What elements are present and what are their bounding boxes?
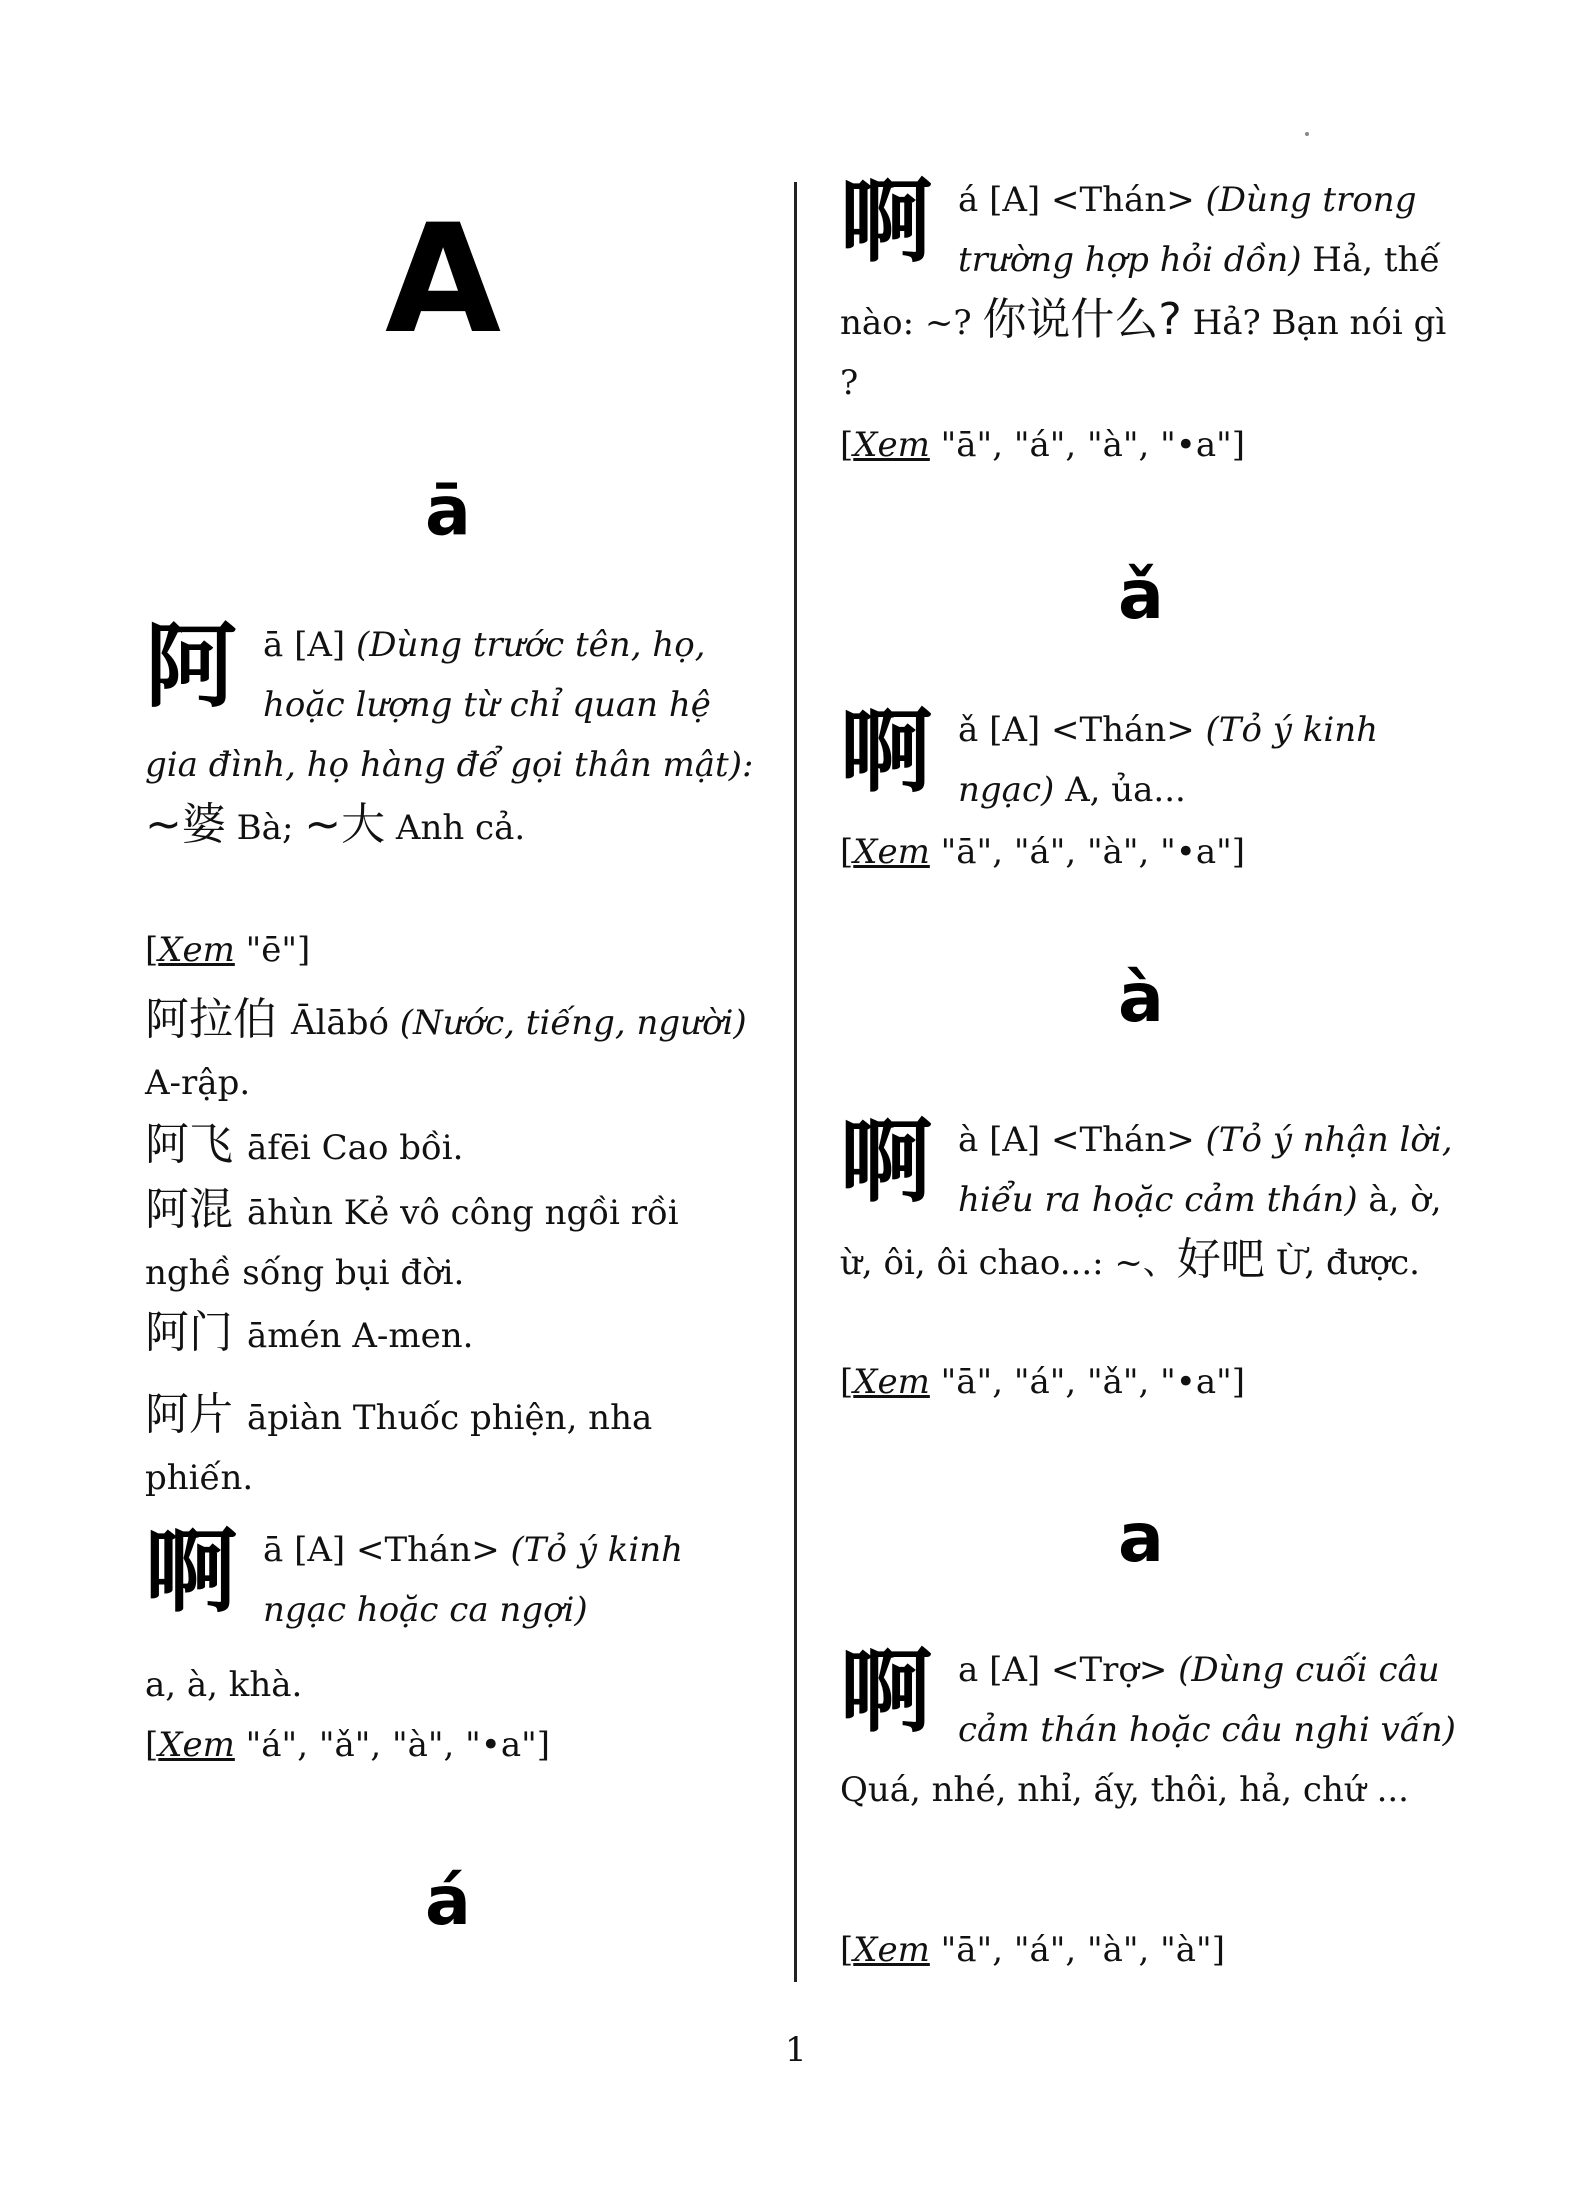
column-divider [794, 182, 797, 1982]
entry-gloss: (Dùng cuối câu cảm thán hoặc câu nghi vấn) [958, 1650, 1456, 1750]
entry-gloss: (Tỏ ý nhận lời, hiểu ra hoặc cảm thán) [958, 1120, 1453, 1220]
compound-entry: 阿片 āpiàn Thuốc phiện, nha phiến. [145, 1389, 653, 1498]
cross-reference: [Xem "ā", "á", "à", "•a"] [840, 425, 1246, 465]
entry-a4-ah: 啊à [A] <Thán> (Tỏ ý nhận lời, hiểu ra hoặc cảm thán) à, ờ, ừ, ôi, ôi chao...: ~、好吧 Ừ, được. [840, 1108, 1453, 1285]
section-heading-a3: ǎ [1118, 556, 1164, 635]
entry-a1 [145, 615, 765, 858]
entry-a5-ah: 啊a [A] <Trợ> (Dùng cuối câu cảm thán hoặc câu nghi vấn) Quá, nhé, nhỉ, ấy, thôi, hả, chứ ... [840, 1638, 1456, 1810]
entry-reading: à [A] <Thán> [958, 1120, 1206, 1160]
xem-link[interactable]: Xem [853, 425, 930, 465]
cross-reference: [Xem "ā", "á", "à", "à"] [840, 1930, 1225, 1970]
entry-meaning: a, à, khà. [145, 1665, 303, 1705]
section-heading-a4: à [1118, 959, 1164, 1038]
xem-link[interactable]: Xem [158, 930, 235, 970]
example-han: 你说什么? [982, 294, 1182, 345]
section-heading-a2: á [425, 1862, 471, 1941]
entry-headword: 啊 [840, 1108, 933, 1215]
cross-reference: [Xem "ā", "á", "à", "•a"] [840, 832, 1246, 872]
compound-headword: 阿片 [145, 1389, 233, 1440]
example-vi: Hả? Bạn nói gì ? [840, 303, 1447, 403]
entry-headword: 啊 [840, 698, 933, 805]
entry-reading: a [A] <Trợ> [958, 1650, 1179, 1690]
compound-headword: 阿拉伯 [145, 994, 277, 1045]
compound-headword: 阿混 [145, 1184, 233, 1235]
example-vi: Anh cả. [385, 808, 526, 848]
entry-headword: 啊 [840, 168, 933, 275]
xem-link[interactable]: Xem [158, 1725, 235, 1765]
compound-entry: 阿门 āmén A-men. [145, 1307, 474, 1358]
example-han: ~婆 [145, 799, 226, 850]
example-vi: Bà; [225, 808, 305, 848]
entry-headword: 阿 [145, 613, 238, 720]
example-han: 好吧 [1176, 1234, 1265, 1285]
xem-link[interactable]: Xem [853, 1362, 930, 1402]
entry-gloss: (Dùng trong trường hợp hỏi dồn) [958, 180, 1417, 280]
chapter-letter: A [385, 193, 500, 367]
speck [1305, 132, 1309, 136]
entry-gloss: (Tỏ ý kinh ngạc hoặc ca ngợi) [263, 1530, 684, 1630]
entry-headword: 啊 [145, 1518, 238, 1625]
compound-headword: 阿门 [145, 1307, 233, 1358]
entry-gloss: (Dùng trước tên, họ, hoặc lượng từ chỉ quan hệ gia đình, họ hàng để gọi thân mật): [145, 625, 754, 785]
entry-reading: ā [A] [263, 625, 356, 665]
compound-entry: 阿混 āhùn Kẻ vô công ngồi rồi nghề sống bụi đời. [145, 1184, 679, 1293]
entry-a3-ah: 啊ǎ [A] <Thán> (Tỏ ý kinh ngạc) A, ủa... [840, 698, 1379, 810]
cross-reference: [Xem "ē"] [145, 930, 311, 970]
page-number: 1 [785, 2030, 807, 2070]
entry-gloss: (Tỏ ý kinh ngạc) [958, 710, 1379, 810]
cross-reference: [Xem "ā", "á", "ǎ", "•a"] [840, 1362, 1246, 1402]
example-vi: Ừ, được. [1264, 1243, 1420, 1283]
compound-entry: 阿飞 āfēi Cao bồi. [145, 1119, 464, 1170]
entry-reading: ā [A] <Thán> [263, 1530, 511, 1570]
cross-reference: [Xem "á", "ǎ", "à", "•a"] [145, 1725, 551, 1765]
entry-reading: ǎ [A] <Thán> [958, 710, 1206, 750]
xem-link[interactable]: Xem [853, 832, 930, 872]
entry-reading: á [A] <Thán> [958, 180, 1206, 220]
entry-headword: 啊 [840, 1638, 933, 1745]
entry-a2-ah: 啊á [A] <Thán> (Dùng trong trường hợp hỏi dồn) Hả, thế nào: ~? 你说什么? Hả? Bạn nói gì ? [840, 168, 1447, 403]
compound-headword: 阿飞 [145, 1119, 233, 1170]
section-heading-a5: a [1118, 1499, 1164, 1578]
compound-entry: 阿拉伯 Ālābó (Nước, tiếng, người) A-rập. [145, 994, 747, 1103]
xem-link[interactable]: Xem [853, 1930, 930, 1970]
example-han: ~大 [304, 799, 386, 850]
entry-a1-ah [145, 1520, 765, 1640]
section-heading-a1: ā [425, 472, 471, 551]
